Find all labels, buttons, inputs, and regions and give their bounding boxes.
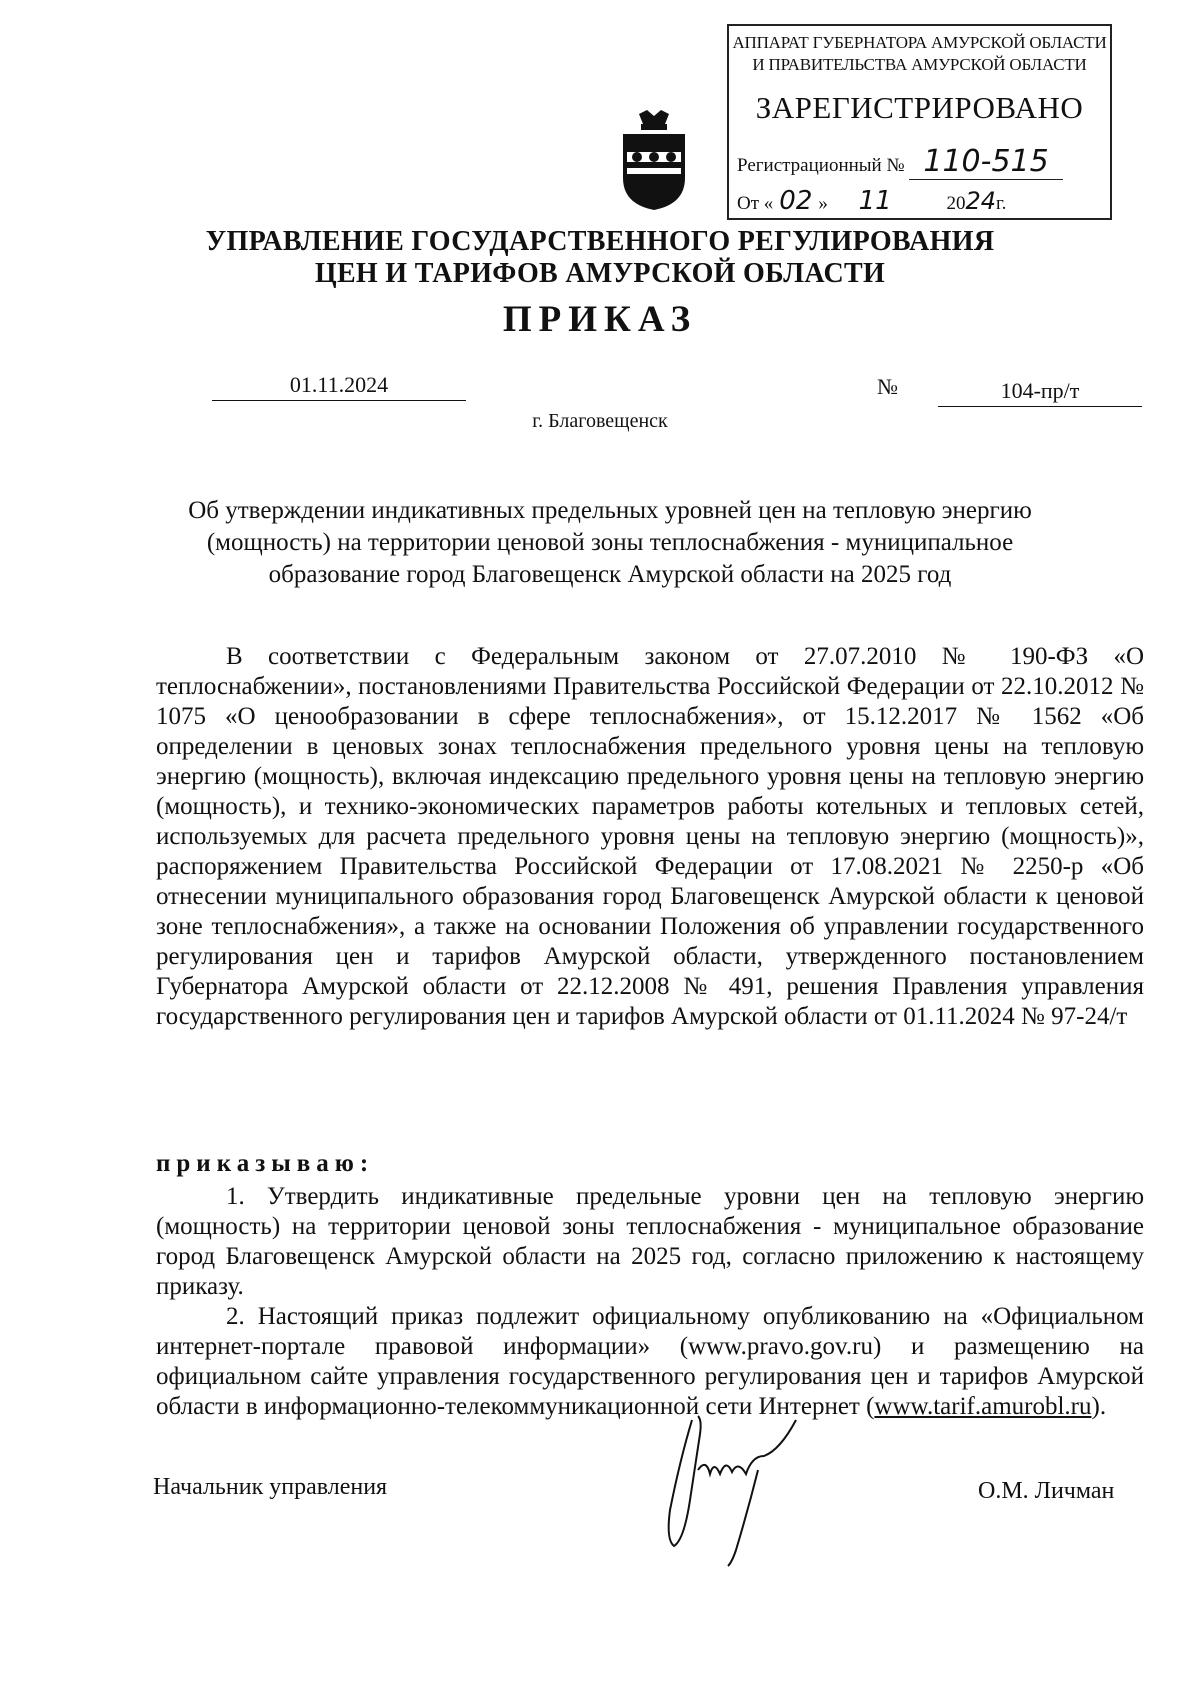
subject-line3: образование город Благовещенск Амурской области на 2025 год bbox=[268, 561, 952, 588]
stamp-reg-number: 110-515 bbox=[909, 144, 1062, 180]
agency-name-line1: УПРАВЛЕНИЕ ГОСУДАРСТВЕННОГО РЕГУЛИРОВАНИЯ bbox=[205, 226, 995, 257]
order-item-2-end: ). bbox=[1091, 1393, 1107, 1420]
order-number: 104-пр/т bbox=[938, 378, 1142, 407]
tarif-site-link[interactable]: www.tarif.amurobl.ru bbox=[874, 1393, 1092, 1420]
stamp-year-suffix: 24 bbox=[965, 187, 997, 215]
stamp-year-prefix: 20 bbox=[946, 193, 966, 214]
coat-of-arms-icon bbox=[619, 108, 689, 212]
order-item-1: 1. Утвердить индикативные предельные уровни цен на тепловую энергию (мощность) на территории ценовой зоны теплоснабжения - муниципальное образование город Благовещенск Амурской области на 2025 год, согласно приложению к настоящему приказу. bbox=[156, 1183, 1144, 1300]
signer-role: Начальник управления bbox=[153, 1474, 388, 1500]
subject-line1: Об утверждении индикативных предельных уровней цен на тепловую энергию bbox=[188, 497, 1032, 524]
preamble-text: В соответствии с Федеральным законом от 27.07.2010 № 190-ФЗ «О теплоснабжении», постановлениями Правительства Российской Федерации от 22.10.2012 № 1075 «О ценообразовании в сфере теплоснабжения», от 15.12.2017 № 1562 «Об определении в ценовых зонах теплоснабжения предельного уровня цены на тепловую энергию (мощность), включая индексацию предельного уровня цены на тепловую энергию (мощность), и технико-экономических параметров работы котельных и тепловых сетей, используемых для расчета предельного уровня цены на тепловую энергию (мощность)», распоряжением Правительства Российской Федерации от 17.08.2021 № 2250-р «Об отнесении муниципального образования город Благовещенск Амурской области к ценовой зоне теплоснабжения», а также на основании Положения об управлении государственного регулирования цен и тарифов Амурской области, утвержденного постановлением Губернатора Амурской области от 22.12.2008 № 491, решения Правления управления государственного регулирования цен и тарифов Амурской области от 01.11.2024 № 97-24/т bbox=[156, 643, 1144, 1030]
number-sign: № bbox=[877, 374, 898, 399]
preamble bbox=[156, 642, 1144, 1032]
registration-stamp bbox=[727, 24, 1112, 220]
stamp-month: 11 bbox=[858, 186, 892, 216]
stamp-org-line2: И ПРАВИТЕЛЬСТВА АМУРСКОЙ ОБЛАСТИ bbox=[752, 55, 1087, 74]
stamp-date-row bbox=[737, 186, 1107, 216]
stamp-registered: ЗАРЕГИСТРИРОВАНО bbox=[755, 90, 1084, 125]
order-subject bbox=[150, 495, 1070, 591]
stamp-organization bbox=[729, 32, 1110, 76]
city: г. Благовещенск bbox=[532, 410, 668, 432]
handwritten-signature bbox=[640, 1400, 820, 1570]
stamp-org-line1: АППАРАТ ГУБЕРНАТОРА АМУРСКОЙ ОБЛАСТИ bbox=[732, 33, 1107, 52]
document-type: ПРИКАЗ bbox=[502, 299, 698, 340]
stamp-from-close: » bbox=[818, 193, 828, 214]
order-items bbox=[156, 1182, 1144, 1422]
stamp-reg-label: Регистрационный № bbox=[737, 155, 905, 176]
stamp-year-end: г. bbox=[996, 193, 1007, 214]
subject-line2: (мощность) на территории ценовой зоны теплоснабжения - муниципальное bbox=[206, 529, 1014, 556]
agency-name-line2: ЦЕН И ТАРИФОВ АМУРСКОЙ ОБЛАСТИ bbox=[314, 258, 886, 289]
stamp-from-open: От « bbox=[737, 193, 774, 214]
order-date: 01.11.2024 bbox=[212, 372, 466, 401]
order-word: приказываю: bbox=[156, 1150, 375, 1177]
stamp-day: 02 bbox=[779, 186, 813, 216]
signer-name: О.М. Личман bbox=[978, 1478, 1115, 1504]
stamp-reg-number-row bbox=[737, 144, 1063, 180]
order-item-2-text: 2. Настоящий приказ подлежит официальному опубликованию на «Официальном интернет-портале правовой информации» (www.pravo.gov.ru) и размещению на официальном сайте управления государственного регулирования цен и тарифов Амурской области в информационно-телекоммуникационной сети Интернет ( bbox=[156, 1303, 1144, 1420]
